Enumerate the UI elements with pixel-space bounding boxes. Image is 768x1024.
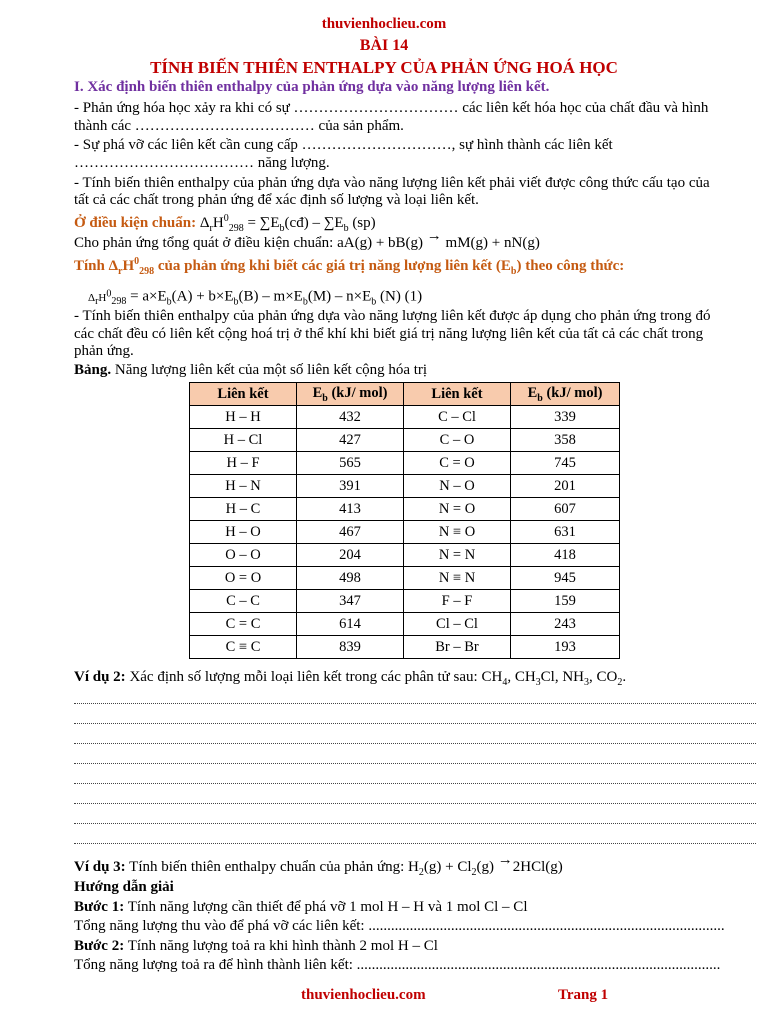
formula-1: $\Delta_rH^0_{298} = a\times E_b(A) + b\times E_b(B) - m\times E_b(M) - n\times E_b$ (N) (1): [88, 288, 423, 308]
table-cell: 945: [511, 567, 620, 590]
table-cell: 339: [511, 406, 620, 429]
paragraph-line: các chất đều có liên kết cộng hoá trị ở thể khí khi biết giá trị năng lượng liên kết của tất cả các chất trong: [74, 326, 704, 342]
table-cell: N ≡ N: [404, 567, 511, 590]
table-cell: 347: [297, 590, 404, 613]
table-row: [190, 567, 620, 590]
paragraph-line: - Phản ứng hóa học xảy ra khi có sự …………………………… các liên kết hóa học của chất đầu và hình: [74, 100, 709, 116]
step-2: Bước 2: Tính năng lượng toả ra khi hình thành 2 mol H – Cl: [74, 938, 438, 954]
answer-line[interactable]: [74, 722, 756, 724]
lesson-title: TÍNH BIẾN THIÊN ENTHALPY CỦA PHẢN ỨNG HOÁ HỌC: [150, 58, 618, 77]
std-label: Ở điều kiện chuẩn:: [74, 215, 197, 231]
table-cell: 614: [297, 613, 404, 636]
table-cell: C = O: [404, 452, 511, 475]
table-row: [190, 521, 620, 544]
general-reaction: Cho phản ứng tổng quát ở điều kiện chuẩn: aA(g) + bB(g) → mM(g) + nN(g): [74, 228, 540, 251]
table-cell: N = O: [404, 498, 511, 521]
table-row: [190, 544, 620, 567]
col-header: Liên kết: [190, 383, 297, 406]
table-cell: H – Cl: [190, 429, 297, 452]
table-cell: O – O: [190, 544, 297, 567]
table-header-row: [190, 383, 620, 406]
table-cell: 839: [297, 636, 404, 659]
step-1-total: Tổng năng lượng thu vào để phá vỡ các liên kết: ...............................................................................................: [74, 918, 725, 934]
table-row: [190, 590, 620, 613]
table-cell: N – O: [404, 475, 511, 498]
bond-energy-table: [189, 382, 620, 659]
lesson-number: BÀI 14: [359, 37, 409, 54]
table-cell: 631: [511, 521, 620, 544]
table-cell: Cl – Cl: [404, 613, 511, 636]
table-cell: N ≡ O: [404, 521, 511, 544]
table-cell: Br – Br: [404, 636, 511, 659]
table-cell: 391: [297, 475, 404, 498]
arrow-icon: →: [497, 852, 513, 868]
table-cell: 159: [511, 590, 620, 613]
table-cell: H – N: [190, 475, 297, 498]
col-header: $E_b$ (kJ/ mol): [511, 383, 620, 406]
table-cell: 427: [297, 429, 404, 452]
site-header[interactable]: thuvienhoclieu.com: [321, 16, 447, 32]
std-formula: = ∑E: [247, 215, 280, 231]
table-cell: 607: [511, 498, 620, 521]
table-cell: C = C: [190, 613, 297, 636]
table-row: [190, 429, 620, 452]
page-number: Trang 1: [558, 987, 609, 1003]
table-cell: 193: [511, 636, 620, 659]
paragraph-line: - Sự phá vỡ các liên kết cần cung cấp …………………………, sự hình thành các liên kết: [74, 137, 613, 153]
answer-line[interactable]: [74, 742, 756, 744]
example-2: Ví dụ 2: Xác định số lượng mỗi loại liên kết trong các phân tử sau: $CH_4$, $CH_3Cl$, $NH_3$, $CO_2$.: [74, 669, 627, 688]
table-row: [190, 452, 620, 475]
answer-line[interactable]: [74, 762, 756, 764]
table-cell: H – C: [190, 498, 297, 521]
answer-line[interactable]: [74, 842, 756, 844]
table-cell: 204: [297, 544, 404, 567]
footer-site[interactable]: thuvienhoclieu.com: [301, 987, 426, 1003]
table-cell: N = N: [404, 544, 511, 567]
table-cell: 565: [297, 452, 404, 475]
example-3: Ví dụ 3: Tính biến thiên enthalpy chuẩn của phản ứng: $H_2(g) + Cl_2(g) \to 2HCl(g)$: [74, 852, 563, 878]
table-caption: Bảng. Năng lượng liên kết của một số liên kết cộng hóa trị: [74, 362, 428, 378]
table-cell: 201: [511, 475, 620, 498]
paragraph-line: tất cả các chất trong phản ứng để xác định số lượng và loại liên kết.: [74, 192, 479, 208]
table-row: [190, 613, 620, 636]
guide-heading: Hướng dẫn giải: [74, 879, 174, 895]
table-cell: 413: [297, 498, 404, 521]
table-cell: C ≡ C: [190, 636, 297, 659]
arrow-icon: →: [426, 228, 442, 244]
table-cell: H – O: [190, 521, 297, 544]
table-cell: 467: [297, 521, 404, 544]
table-cell: 498: [297, 567, 404, 590]
step-1: Bước 1: Tính năng lượng cần thiết để phá vỡ 1 mol H – H và 1 mol Cl – Cl: [74, 899, 528, 915]
answer-line[interactable]: [74, 702, 756, 704]
table-cell: 243: [511, 613, 620, 636]
table-cell: F – F: [404, 590, 511, 613]
col-header: $E_b$ (kJ/ mol): [297, 383, 404, 406]
paragraph-line: - Tính biến thiên enthalpy của phản ứng dựa vào năng lượng liên kết phải viết được công thức cấu tạo của: [74, 175, 710, 191]
table-cell: 432: [297, 406, 404, 429]
section-heading: I. Xác định biến thiên enthalpy của phản ứng dựa vào năng lượng liên kết.: [74, 79, 550, 95]
table-row: [190, 475, 620, 498]
paragraph-line: thành các ……………………………… của sản phẩm.: [74, 118, 404, 134]
paragraph-line: - Tính biến thiên enthalpy của phản ứng dựa vào năng lượng liên kết được áp dụng cho phản ứng trong đó: [74, 308, 711, 324]
table-row: [190, 636, 620, 659]
col-header: Liên kết: [404, 383, 511, 406]
table-row: [190, 498, 620, 521]
answer-line[interactable]: [74, 822, 756, 824]
table-cell: H – H: [190, 406, 297, 429]
calc-heading: Tính $\Delta_rH^0_{298}$ của phản ứng khi biết các giá trị năng lượng liên kết $(E_b)$ theo công thức:: [74, 256, 625, 277]
table-cell: 418: [511, 544, 620, 567]
standard-condition-formula: Ở điều kiện chuẩn: $\Delta_rH^0_{298}$ = $\sum E_b(cđ) - \sum E_b$ (sp): [74, 213, 376, 234]
table-cell: C – Cl: [404, 406, 511, 429]
answer-line[interactable]: [74, 782, 756, 784]
table-cell: O = O: [190, 567, 297, 590]
paragraph-line: ……………………………… năng lượng.: [74, 155, 330, 171]
table-cell: 358: [511, 429, 620, 452]
table-row: [190, 406, 620, 429]
paragraph-line: phản ứng.: [74, 343, 134, 359]
answer-line[interactable]: [74, 802, 756, 804]
table-cell: C – O: [404, 429, 511, 452]
step-2-total: Tổng năng lượng toả ra để hình thành liên kết: .................................................................................................: [74, 957, 721, 973]
table-cell: 745: [511, 452, 620, 475]
table-cell: C – C: [190, 590, 297, 613]
table-cell: H – F: [190, 452, 297, 475]
